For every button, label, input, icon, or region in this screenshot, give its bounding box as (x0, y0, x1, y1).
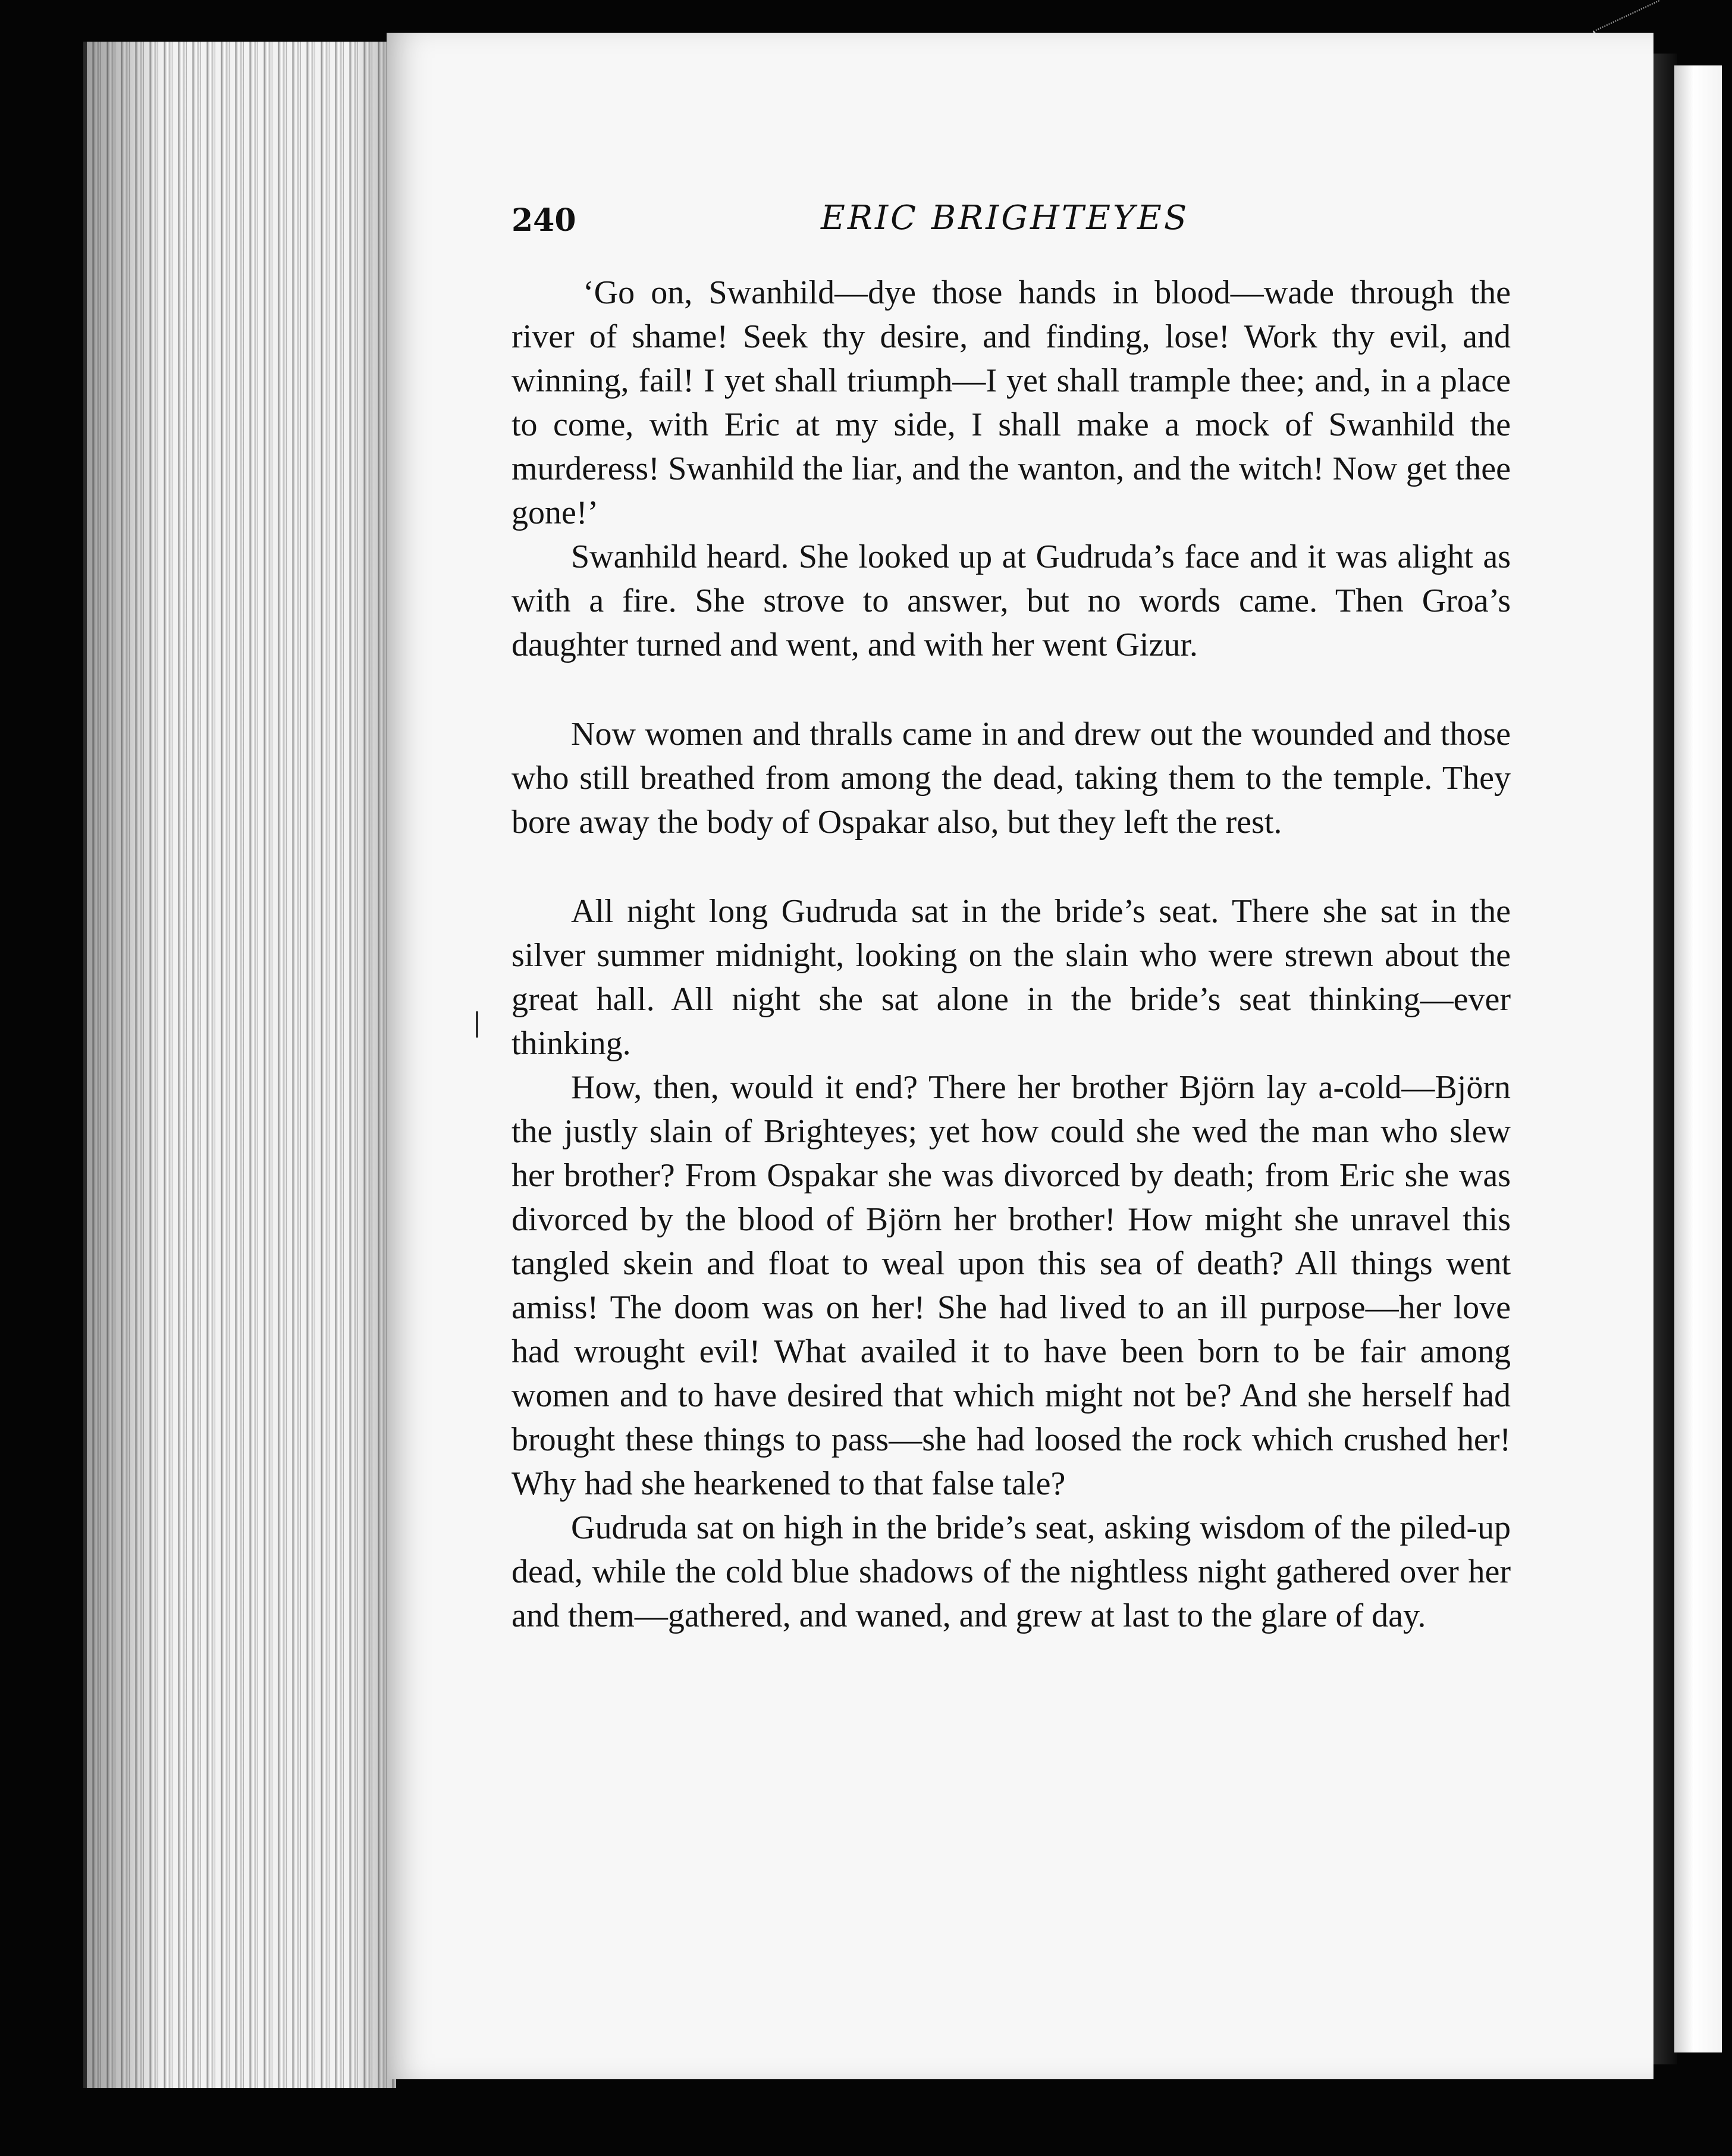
section-break (512, 667, 1511, 712)
paragraph: ‘Go on, Swanhild—dye those hands in blood—wade through the river of shame! Seek thy desire, and finding, lose! Work thy evil, and winning, fail! I yet shall triumph—I yet shall trample thee; and, in a place to come, with Eric at my side, I shall make a mock of Swanhild the murderess! Swanhild the liar, and the wanton, and the witch! Now get thee gone!’ (512, 274, 1511, 531)
body-text (512, 271, 1511, 1638)
paragraph: How, then, would it end? There her brother Björn lay a-cold—Björn the justly slain of Brighteyes; yet how could she wed the man who slew her brother? From Ospakar she was divorced by death; from Eric she was divorced by the blood of Björn her brother! How might she unravel this tangled skein and float to weal upon this sea of death? All things went amiss! The doom was on her! She had lived to an ill purpose—her love had wrought evil! What availed it to have been born to be fair among women and to have desired that which might not be? And she herself had brought these things to pass—she had loosed the rock which crushed her! Why had she hearkened to that false tale? (512, 1069, 1511, 1502)
next-page-edge (1674, 65, 1722, 2052)
paragraph: Gudruda sat on high in the bride’s seat, asking wisdom of the piled-up dead, while the cold blue shadows of the nightless night gathered over her and them—gathered, and waned, and grew at last to the glare of day. (512, 1509, 1511, 1634)
paragraph: Now women and thralls came in and drew out the wounded and those who still breathed from among the dead, taking them to the temple. They bore away the body of Ospakar also, but they left the rest. (512, 716, 1511, 841)
paragraph: All night long Gudruda sat in the bride’s seat. There she sat in the silver summer midnight, looking on the slain who were strewn about the great hall. All night she sat alone in the bride’s seat thinking—ever thinking. (512, 893, 1511, 1062)
running-head: ERIC BRIGHTEYES (821, 199, 1190, 237)
paragraph: Swanhild heard. She looked up at Gudruda’s face and it was alight as with a fire. She strove to answer, but no words came. Then Groa’s daughter turned and went, and with her went Gizur. (512, 538, 1511, 663)
page-header (512, 196, 1511, 250)
page-number: 240 (512, 202, 576, 239)
margin-mark (476, 1011, 478, 1038)
section-break (512, 844, 1511, 889)
page-edges (83, 42, 396, 2088)
